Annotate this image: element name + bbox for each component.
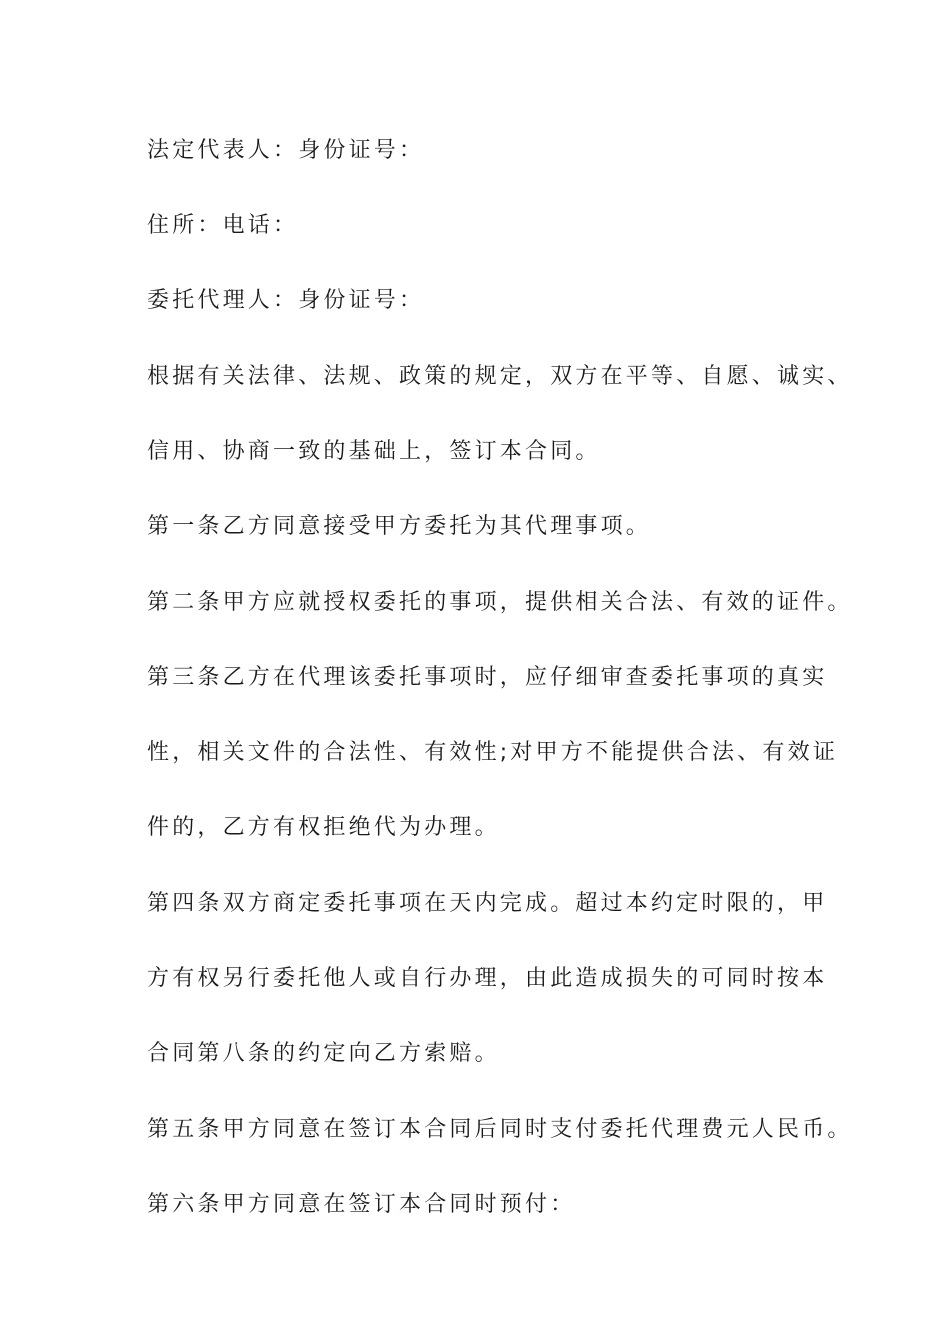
preamble-line-2: 信用、协商一致的基础上，签订本合同。 — [147, 439, 601, 464]
article-4-line-3: 合同第八条的约定向乙方索赔。 — [147, 1041, 500, 1066]
article-4-line-2: 方有权另行委托他人或自行办理，由此造成损失的可同时按本 — [147, 966, 828, 991]
article-2-line: 第二条甲方应就授权委托的事项，提供相关合法、有效的证件。 — [147, 590, 853, 615]
agent-line: 委托代理人：身份证号： — [147, 288, 425, 313]
article-3-line-2: 性，相关文件的合法性、有效性;对甲方不能提供合法、有效证 — [147, 740, 839, 765]
article-3-line-1: 第三条乙方在代理该委托事项时，应仔细审查委托事项的真实 — [147, 665, 828, 690]
article-1-line: 第一条乙方同意接受甲方委托为其代理事项。 — [147, 514, 652, 539]
preamble-line-1: 根据有关法律、法规、政策的规定，双方在平等、自愿、诚实、 — [147, 364, 853, 389]
article-6-line: 第六条甲方同意在签订本合同时预付： — [147, 1192, 576, 1217]
address-phone-line: 住所：电话： — [147, 213, 299, 238]
article-3-line-3: 件的，乙方有权拒绝代为办理。 — [147, 815, 500, 840]
article-4-line-1: 第四条双方商定委托事项在天内完成。超过本约定时限的，甲 — [147, 891, 828, 916]
article-5-line: 第五条甲方同意在签订本合同后同时支付委托代理费元人民币。 — [147, 1117, 853, 1142]
legal-representative-line: 法定代表人：身份证号： — [147, 138, 425, 163]
